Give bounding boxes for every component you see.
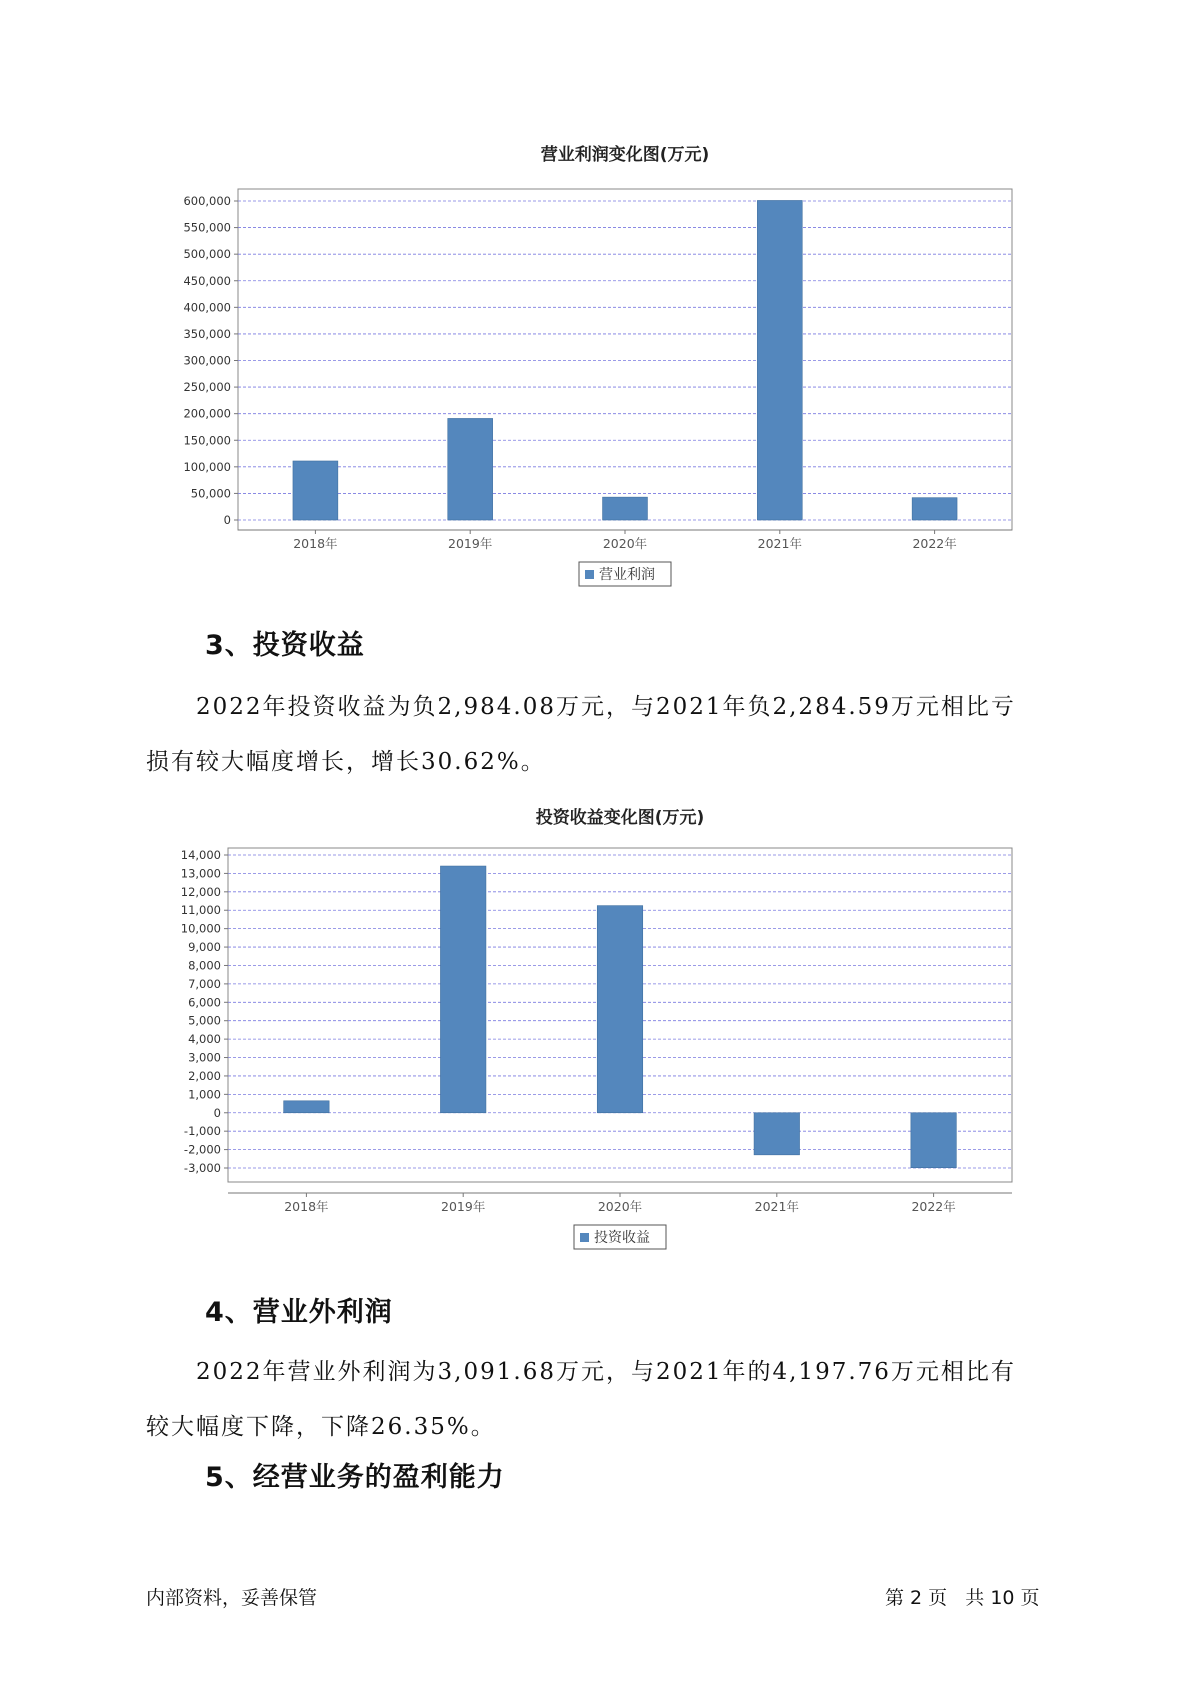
bar <box>284 1101 329 1113</box>
x-tick-label: 2018年 <box>284 1199 329 1214</box>
bar <box>597 906 642 1113</box>
y-tick-label: 0 <box>213 1105 221 1120</box>
x-tick-label: 2018年 <box>293 536 338 551</box>
x-tick-label: 2019年 <box>448 536 493 551</box>
y-tick-label: 14,000 <box>180 848 221 862</box>
x-tick-label: 2019年 <box>441 1199 486 1214</box>
y-tick-label: 10,000 <box>180 921 221 936</box>
y-tick-label: 13,000 <box>180 866 221 881</box>
legend-swatch <box>580 1233 589 1242</box>
section-4-line-2: 较大幅度下降，下降26.35%。 <box>146 1414 496 1440</box>
y-tick-label: 12,000 <box>180 884 221 899</box>
legend-label: 投资收益 <box>594 1230 650 1246</box>
y-tick-label: 5,000 <box>188 1013 221 1028</box>
bar <box>440 866 485 1113</box>
y-tick-label: 9,000 <box>188 940 221 955</box>
y-tick-label: -2,000 <box>183 1142 221 1157</box>
y-tick-label: -1,000 <box>183 1124 221 1139</box>
y-tick-label: 8,000 <box>188 958 221 973</box>
y-tick-label: 50,000 <box>190 486 231 501</box>
y-tick-label: 450,000 <box>183 273 231 288</box>
section-4-line-1: 2022年营业外利润为3,091.68万元，与2021年的4,197.76万元相比有 <box>196 1359 1016 1385</box>
bar <box>911 1113 956 1168</box>
x-tick-label: 2022年 <box>912 536 957 551</box>
y-tick-label: 300,000 <box>183 353 231 368</box>
y-tick-label: 11,000 <box>180 903 221 918</box>
chart-title: 投资收益变化图(万元) <box>535 808 705 828</box>
footer-page-number: 第 2 页 共 10 页 <box>885 1587 1040 1609</box>
section-3-line-1: 2022年投资收益为负2,984.08万元，与2021年负2,284.59万元相比亏 <box>196 694 1016 720</box>
y-tick-label: 7,000 <box>188 976 221 991</box>
section-3-line-2: 损有较大幅度增长，增长30.62%。 <box>146 749 546 775</box>
y-tick-label: 1,000 <box>188 1087 221 1102</box>
y-tick-label: -3,000 <box>183 1161 221 1175</box>
y-tick-label: 3,000 <box>188 1050 221 1065</box>
legend-label: 营业利润 <box>599 567 655 583</box>
x-tick-label: 2022年 <box>911 1199 956 1214</box>
x-tick-label: 2021年 <box>757 536 802 551</box>
bar <box>754 1113 799 1155</box>
section-4-paragraph <box>146 1345 1046 1455</box>
y-tick-label: 0 <box>223 513 231 527</box>
y-tick-label: 150,000 <box>183 433 231 448</box>
footer-left-note: 内部资料，妥善保管 <box>146 1587 318 1609</box>
section-4-heading: 4、营业外利润 <box>205 1297 393 1328</box>
section-5-heading: 5、经营业务的盈利能力 <box>205 1462 505 1493</box>
y-tick-label: 2,000 <box>188 1068 221 1083</box>
y-tick-label: 350,000 <box>183 326 231 341</box>
y-tick-label: 600,000 <box>183 194 231 208</box>
y-tick-label: 250,000 <box>183 380 231 395</box>
x-tick-label: 2020年 <box>602 536 648 551</box>
section-3-heading: 3、投资收益 <box>205 630 365 661</box>
y-tick-label: 4,000 <box>188 1032 221 1047</box>
chart-title: 营业利润变化图(万元) <box>540 145 710 165</box>
y-tick-label: 200,000 <box>183 406 231 421</box>
x-tick-label: 2020年 <box>597 1199 643 1214</box>
y-tick-label: 500,000 <box>183 247 231 262</box>
y-tick-label: 400,000 <box>183 300 231 315</box>
x-tick-label: 2021年 <box>754 1199 799 1214</box>
y-tick-label: 550,000 <box>183 220 231 235</box>
y-tick-label: 6,000 <box>188 995 221 1010</box>
y-tick-label: 100,000 <box>183 459 231 474</box>
